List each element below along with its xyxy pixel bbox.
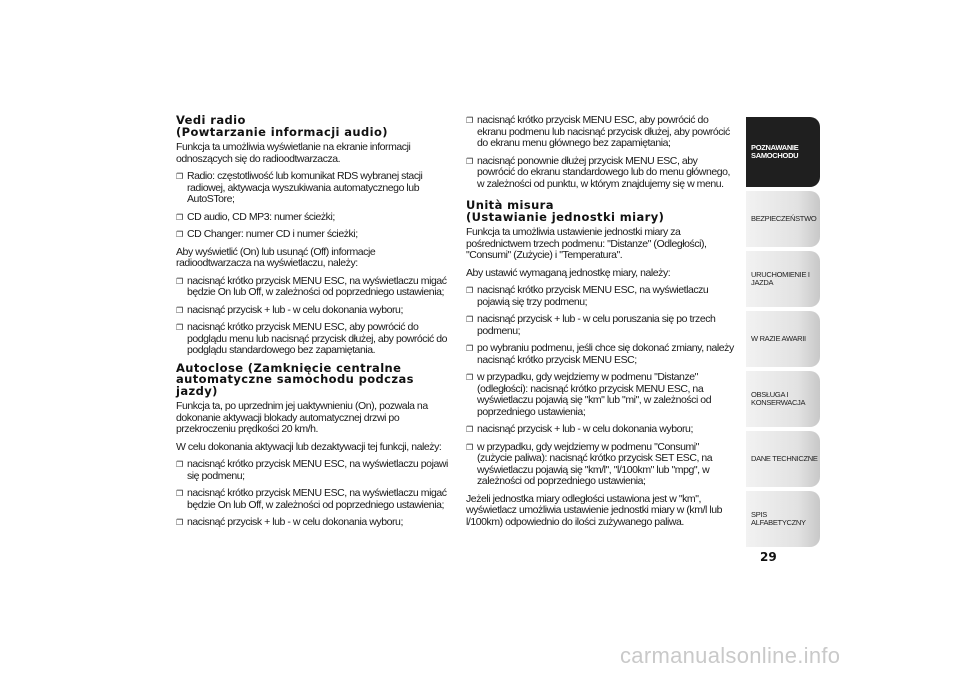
page-number: 29: [760, 550, 777, 564]
checkbox-bullet-icon: [176, 322, 187, 334]
checkbox-bullet-icon: [176, 212, 187, 224]
tab-uruchomienie-i-jazda[interactable]: URUCHOMIENIE I JAZDA: [746, 251, 820, 307]
checkbox-bullet-icon: [466, 156, 477, 168]
checkbox-bullet-icon: [176, 488, 187, 500]
list-item: ❐nacisnąć przycisk + lub - w celu dokonania wyboru;: [176, 305, 448, 317]
tab-spis-alfabetyczny[interactable]: SPIS ALFABETYCZNY: [746, 491, 820, 547]
tab-obsluga-i-konserwacja[interactable]: OBSŁUGA I KONSERWACJA: [746, 371, 820, 427]
checkbox-bullet-icon: [176, 276, 187, 288]
checkbox-bullet-icon: [466, 372, 477, 384]
list-item: ❐nacisnąć przycisk + lub - w celu poruszania się po trzech podmenu;: [466, 314, 736, 337]
checkbox-bullet-icon: [466, 442, 477, 454]
right-column: [466, 115, 736, 534]
checkbox-bullet-icon: [466, 314, 477, 326]
list-item: ❐po wybraniu podmenu, jeśli chce się dokonać zmiany, należy nacisnąć krótko przycisk MENU ESC;: [466, 343, 736, 366]
list-item: ❐nacisnąć przycisk + lub - w celu dokonania wyboru;: [466, 424, 736, 436]
list-item: ❐CD Changer: numer CD i numer ścieżki;: [176, 229, 448, 241]
paragraph: Jeżeli jednostka miary odległości ustawiona jest w "km", wyświetlacz umożliwia ustawienie jednostki miary w (km/l lub l/100km) odpowiednio do ilości zużywanego paliwa.: [466, 492, 723, 528]
section-heading-autoclose: Autoclose (Zamknięcie centralne automatyczne samochodu podczas jazdy): [176, 360, 414, 398]
paragraph: Aby wyświetlić (On) lub usunąć (Off) informacje radioodtwarzacza na wyświetlaczu, należy:: [176, 245, 376, 269]
chapter-tabs: [746, 117, 820, 551]
left-column: [176, 115, 448, 535]
checkbox-bullet-icon: [176, 517, 187, 529]
list-item: ❐nacisnąć ponownie dłużej przycisk MENU ESC, aby powrócić do ekranu standardowego lub do menu głównego, w zależności od punktu, w którym znajdujemy się w menu.: [466, 156, 736, 191]
watermark-text: carmanualsonline.info: [620, 643, 841, 668]
checkbox-bullet-icon: [466, 424, 477, 436]
checkbox-bullet-icon: [176, 229, 187, 241]
tab-dane-techniczne[interactable]: DANE TECHNICZNE: [746, 431, 820, 487]
paragraph: Aby ustawić wymaganą jednostkę miary, należy:: [466, 266, 671, 279]
list-item: ❐nacisnąć krótko przycisk MENU ESC, aby powrócić do ekranu podmenu lub nacisnąć przycisk dłużej, aby powrócić do ekranu menu głównego bez zapamiętania;: [466, 115, 736, 150]
checkbox-bullet-icon: [466, 343, 477, 355]
list-item: ❐CD audio, CD MP3: numer ścieżki;: [176, 212, 448, 224]
list-item: ❐nacisnąć krótko przycisk MENU ESC, aby powrócić do podglądu menu lub nacisnąć przycisk dłużej, aby powrócić do podglądu standardowego bez zapamiętania.: [176, 322, 448, 357]
list-item: ❐w przypadku, gdy wejdziemy w podmenu "Distanze" (odległości): nacisnąć krótko przycisk MENU ESC, na wyświetlaczu pojawią się "km" lub "mi", w zależności od poprzedniego ustawienia;: [466, 372, 736, 418]
tab-w-razie-awarii[interactable]: W RAZIE AWARII: [746, 311, 820, 367]
paragraph: W celu dokonania aktywacji lub dezaktywacji tej funkcji, należy:: [176, 440, 442, 453]
paragraph: Funkcja ta umożliwia ustawienie jednostki miary za pośrednictwem trzech podmenu: "Distanze" (Odległości), "Consumi" (Zużycie) i "Temperatura".: [466, 226, 707, 261]
section-heading-unita-misura: Unità misura (Ustawianie jednostki miary): [466, 198, 665, 224]
list-item: ❐nacisnąć krótko przycisk MENU ESC, na wyświetlaczu migać będzie On lub Off, w zależności od poprzedniego ustawienia;: [176, 488, 448, 511]
checkbox-bullet-icon: [466, 285, 477, 297]
checkbox-bullet-icon: [176, 171, 187, 183]
tab-poznawanie-samochodu[interactable]: POZNAWANIE SAMOCHODU: [746, 117, 820, 187]
list-item: ❐nacisnąć przycisk + lub - w celu dokonania wyboru;: [176, 517, 448, 529]
section-heading-vedi-radio: Vedi radio (Powtarzanie informacji audio): [176, 113, 388, 139]
list-item: ❐nacisnąć krótko przycisk MENU ESC, na wyświetlaczu pojawią się trzy podmenu;: [466, 285, 736, 308]
checkbox-bullet-icon: [176, 459, 187, 471]
checkbox-bullet-icon: [466, 115, 477, 127]
paragraph: Funkcja ta umożliwia wyświetlanie na ekranie informacji odnoszących się do radioodtwarzacza.: [176, 141, 411, 165]
paragraph: Funkcja ta, po uprzednim jej uaktywnieniu (On), pozwala na dokonanie aktywacji blokady automatycznej drzwi po przekroczeniu prędkości 20 km/h.: [176, 400, 428, 435]
list-item: ❐Radio: częstotliwość lub komunikat RDS wybranej stacji radiowej, aktywacja wyszukiwania automatycznego lub AutoSTore;: [176, 171, 448, 206]
tab-bezpieczenstwo[interactable]: BEZPIECZEŃSTWO: [746, 191, 820, 247]
list-item: ❐w przypadku, gdy wejdziemy w podmenu "Consumi" (zużycie paliwa): nacisnąć krótko przycisk SET ESC, na wyświetlaczu pojawią się "km/l", "l/100km" lub "mpg", w zależności od poprzedniego ustawienia;: [466, 442, 736, 488]
list-item: ❐nacisnąć krótko przycisk MENU ESC, na wyświetlaczu pojawi się podmenu;: [176, 459, 448, 482]
checkbox-bullet-icon: [176, 305, 187, 317]
list-item: ❐nacisnąć krótko przycisk MENU ESC, na wyświetlaczu migać będzie On lub Off, w zależności od poprzedniego ustawienia;: [176, 276, 448, 299]
